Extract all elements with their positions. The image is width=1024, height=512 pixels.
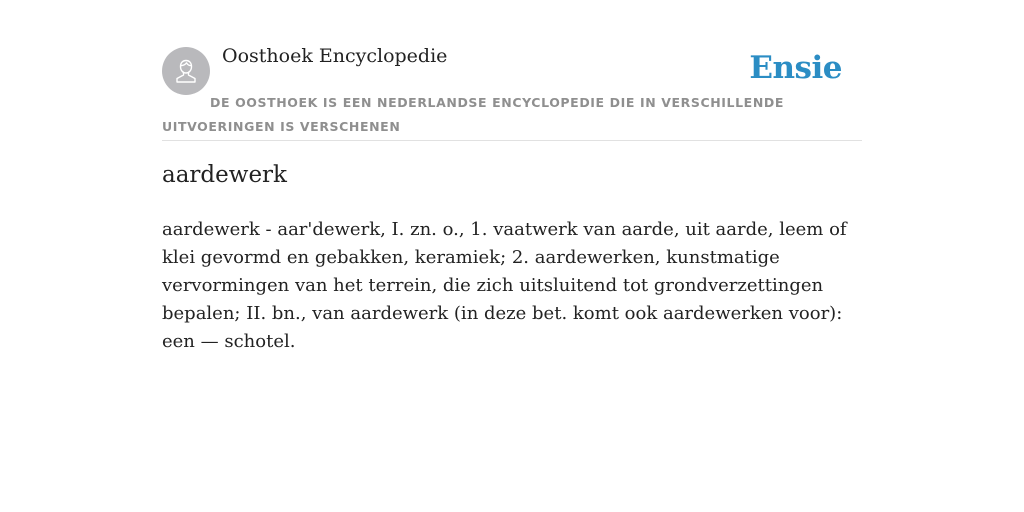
avatar[interactable] bbox=[162, 47, 210, 95]
source-header bbox=[162, 40, 862, 141]
source-title[interactable]: Oosthoek Encyclopedie bbox=[222, 45, 448, 67]
page-title: aardewerk bbox=[162, 162, 287, 188]
brand-logo[interactable]: Ensie bbox=[749, 50, 842, 86]
entry-definition: aardewerk - aar'dewerk, I. zn. o., 1. vaatwerk van aarde, uit aarde, leem of klei gevormd en gebakken, keramiek; 2. aardewerken, kunstmatige vervormingen van het terrein, die zich uitsluitend tot grondverzettingen bepalen; II. bn., van aardewerk (in deze bet. komt ook aardewerken voor): een — schotel. bbox=[162, 219, 847, 352]
source-description: DE OOSTHOEK IS EEN NEDERLANDSE ENCYCLOPEDIE DIE IN VERSCHILLENDE UITVOERINGEN IS VERSCHENEN bbox=[162, 95, 784, 134]
user-icon bbox=[171, 56, 201, 86]
